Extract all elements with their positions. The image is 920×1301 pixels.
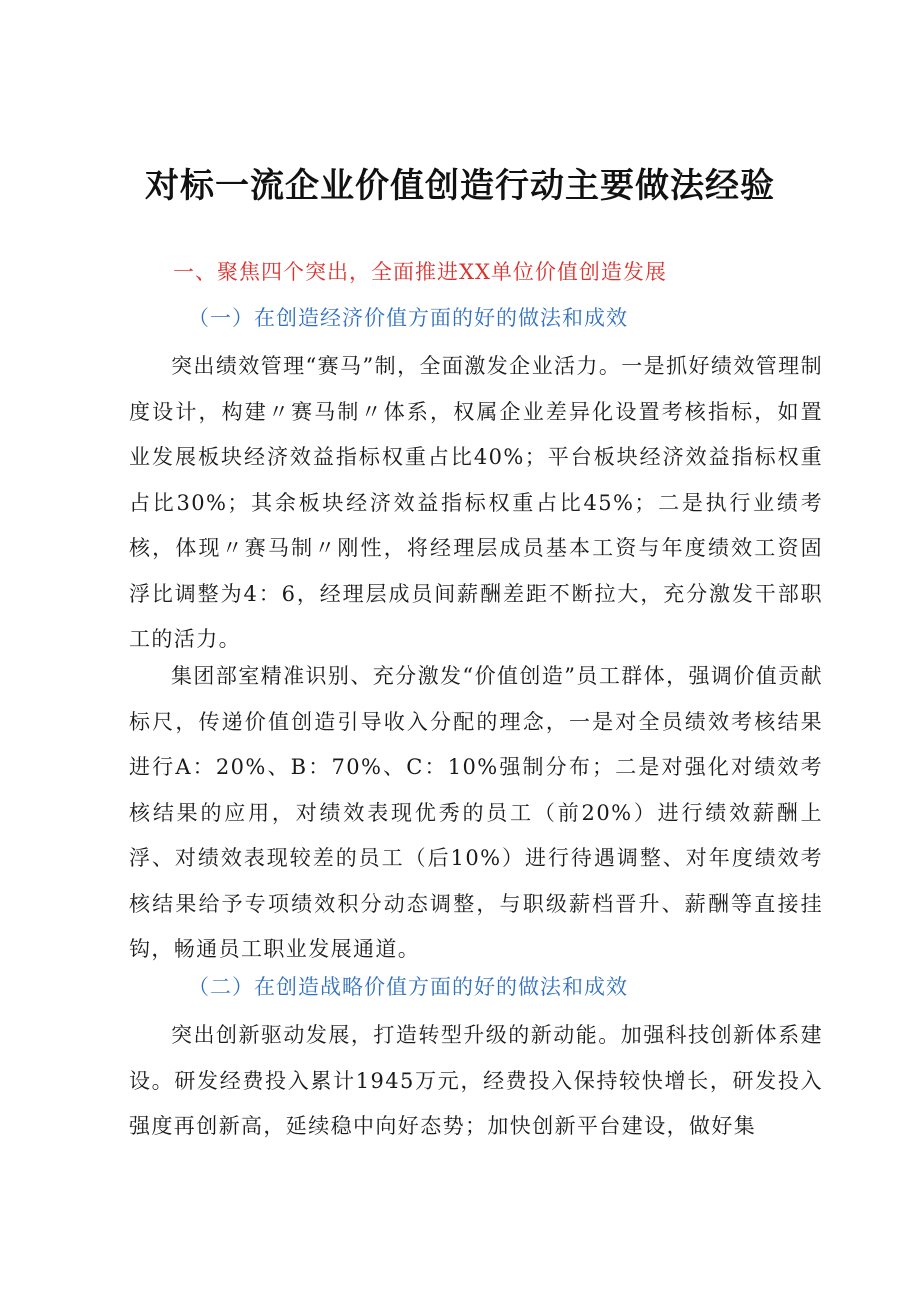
document-title: 对标一流企业价值创造行动主要做法经验 [145,166,775,206]
subsection-heading-2: （二）在创造战略价值方面的好的做法和成效 [188,975,628,999]
subsection-heading-1: （一）在创造经济价值方面的好的做法和成效 [188,306,628,330]
section-heading-1: 一、聚焦四个突出，全面推进XX单位价值创造发展 [173,260,667,284]
paragraph-innovation-driven: 突出创新驱动发展，打造转型升级的新动能。加强科技创新体系建设。研发经费投入累计1945万元，经费投入保持较快增长，研发投入强度再创新高，延续稳中向好态势；加快创新平台建设，做好集 [129,1023,823,1138]
paragraph-performance-management: 突出绩效管理“赛马”制，全面激发企业活力。一是抓好绩效管理制度设计，构建〃赛马制〃体系，权属企业差异化设置考核指标，如置业发展板块经济效益指标权重占比40%；平台板块经济效益指标权重占比30%；其余板块经济效益指标权重占比45%；二是执行业绩考核，体现〃赛马制〃刚性，将经理层成员基本工资与年度绩效工资固浮比调整为4：6，经理层成员间薪酬差距不断拉大，充分激发干部职工的活力。 [129,354,823,651]
paragraph-value-creation-staff: 集团部室精准识别、充分激发“价值创造”员工群体，强调价值贡献标尺，传递价值创造引导收入分配的理念，一是对全员绩效考核结果进行A：20%、B：70%、C：10%强制分布；二是对强化对绩效考核结果的应用，对绩效表现优秀的员工（前20%）进行绩效薪酬上浮、对绩效表现较差的员工（后10%）进行待遇调整、对年度绩效考核结果给予专项绩效积分动态调整，与职级薪档晋升、薪酬等直接挂钩，畅通员工职业发展通道。 [129,664,823,961]
